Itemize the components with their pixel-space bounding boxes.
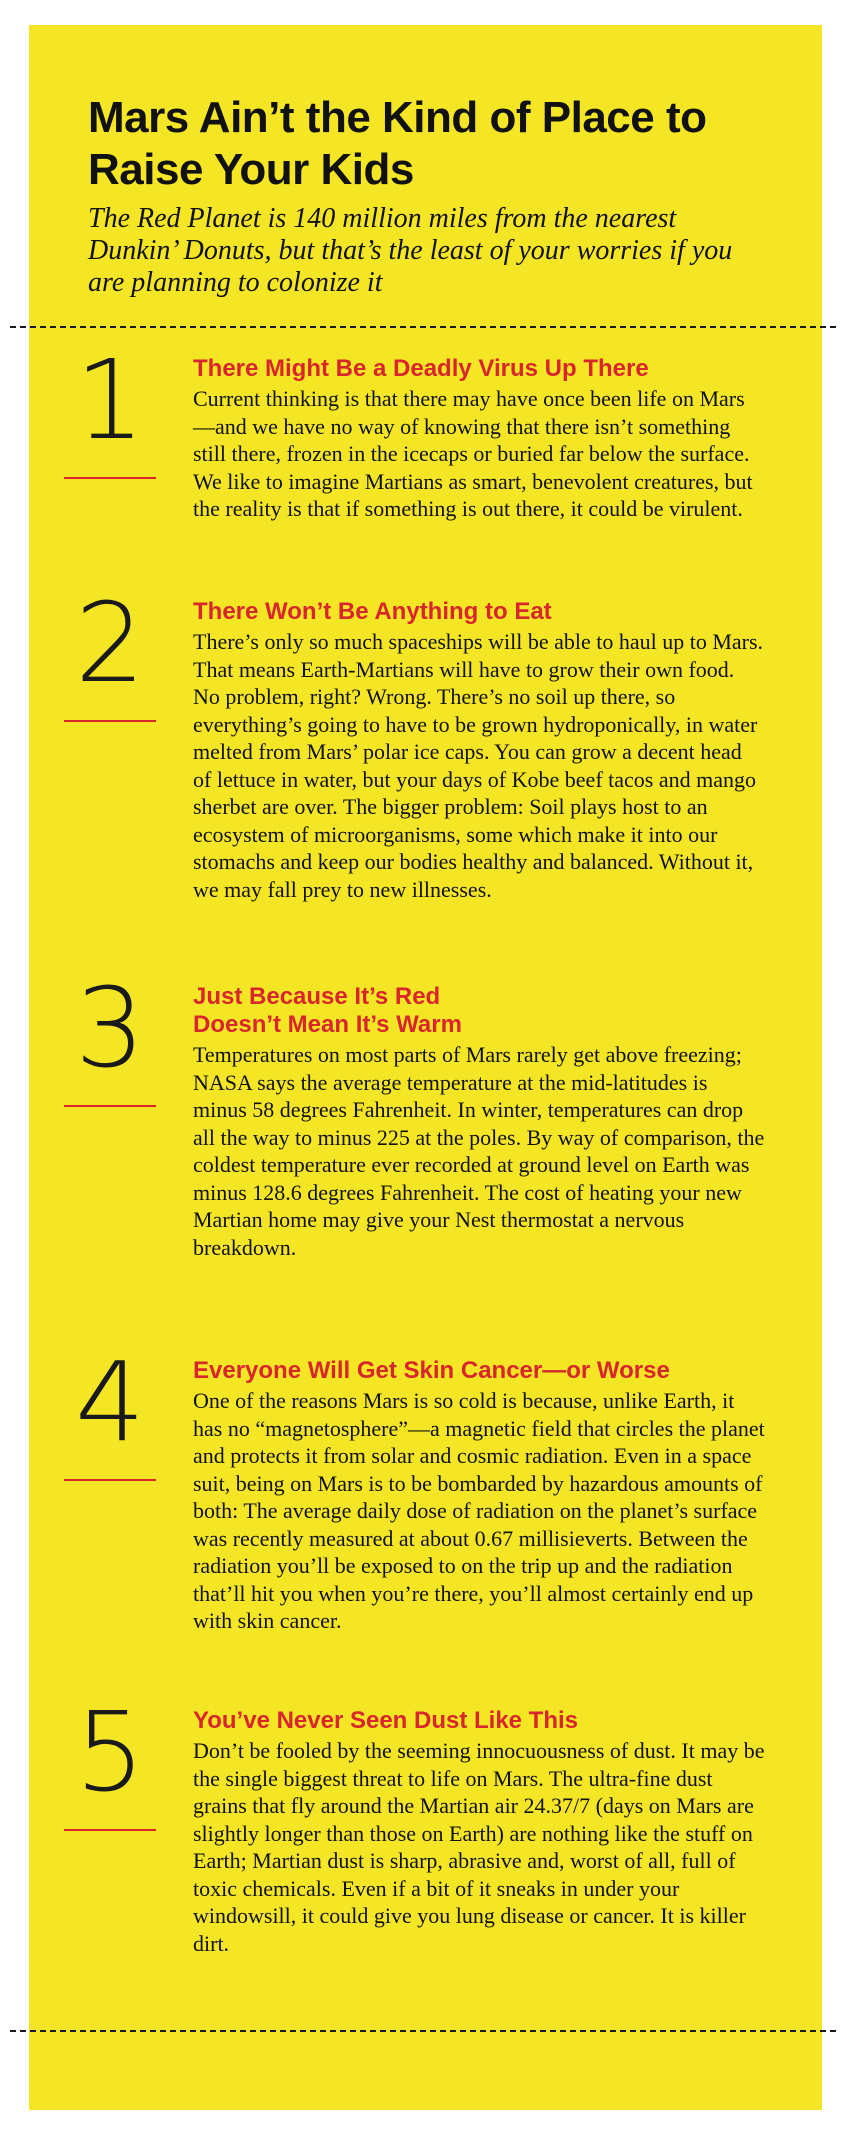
item-heading: You’ve Never Seen Dust Like This: [193, 1707, 579, 1734]
top-dashed-divider: [10, 326, 836, 328]
article-title: Mars Ain’t the Kind of Place to Raise Your Kids: [88, 93, 707, 194]
number-underline: [64, 1829, 156, 1831]
article-subtitle: The Red Planet is 140 million miles from the nearest Dunkin’ Donuts, but that’s the least of your worries if you are planning to colonize it: [88, 203, 733, 298]
number-underline: [64, 720, 156, 722]
item-body: Current thinking is that there may have once been life on Mars—and we have no way of knowing that there isn’t something still there, frozen in the icecaps or buried far below the surface. We like to imagine Martians as smart, benevolent creatures, but the reality is that if something is out there, it could be virulent.: [193, 386, 753, 521]
item-number: 3: [75, 964, 145, 1092]
item-number: 4: [75, 1338, 145, 1466]
number-underline: [64, 477, 156, 479]
item-body: Temperatures on most parts of Mars rarely get above freezing; NASA says the average temperature at the mid-latitudes is minus 58 degrees Fahrenheit. In winter, temperatures can drop all the way to minus 225 at the poles. By way of comparison, the coldest temperature ever recorded at ground level on Earth was minus 128.6 degrees Fahrenheit. The cost of heating your new Martian home may give your Nest thermostat a nervous breakdown.: [193, 1042, 765, 1260]
item-body: There’s only so much spaceships will be able to haul up to Mars. That means Earth-Martians will have to grow their own food. No problem, right? Wrong. There’s no soil up there, so everything’s going to have to be grown hydroponically, in water melted from Mars’ polar ice caps. You can grow a decent head of lettuce in water, but your days of Kobe beef tacos and mango sherbet are over. The bigger problem: Soil plays host to an ecosystem of microorganisms, some which make it into our stomachs and keep our bodies healthy and balanced. Without it, we may fall prey to new illnesses.: [193, 629, 764, 902]
item-heading: There Won’t Be Anything to Eat: [193, 598, 552, 625]
item-number: 2: [75, 579, 145, 707]
item-number: 1: [75, 336, 145, 464]
item-heading: Just Because It’s Red Doesn’t Mean It’s Warm: [193, 983, 462, 1038]
item-number: 5: [75, 1688, 145, 1816]
bottom-dashed-divider: [10, 2030, 836, 2032]
item-heading: Everyone Will Get Skin Cancer—or Worse: [193, 1357, 670, 1384]
item-body: Don’t be fooled by the seeming innocuousness of dust. It may be the single biggest threat to life on Mars. The ultra-fine dust grains that fly around the Martian air 24.37/7 (days on Mars are slightly longer than those on Earth) are nothing like the stuff on Earth; Martian dust is sharp, abrasive and, worst of all, full of toxic chemicals. Even if a bit of it sneaks in under your windowsill, it could give you lung disease or cancer. It is killer dirt.: [193, 1738, 765, 1956]
item-heading: There Might Be a Deadly Virus Up There: [193, 355, 649, 382]
number-underline: [64, 1105, 156, 1107]
number-underline: [64, 1479, 156, 1481]
item-body: One of the reasons Mars is so cold is because, unlike Earth, it has no “magnetosphere”—a magnetic field that circles the planet and protects it from solar and cosmic radiation. Even in a space suit, being on Mars is to be bombarded by hazardous amounts of both: The average daily dose of radiation on the planet’s surface was recently measured at about 0.67 millisieverts. Between the radiation you’ll be exposed to on the trip up and the radiation that’ll hit you when you’re there, you’ll almost certainly end up with skin cancer.: [193, 1388, 765, 1633]
